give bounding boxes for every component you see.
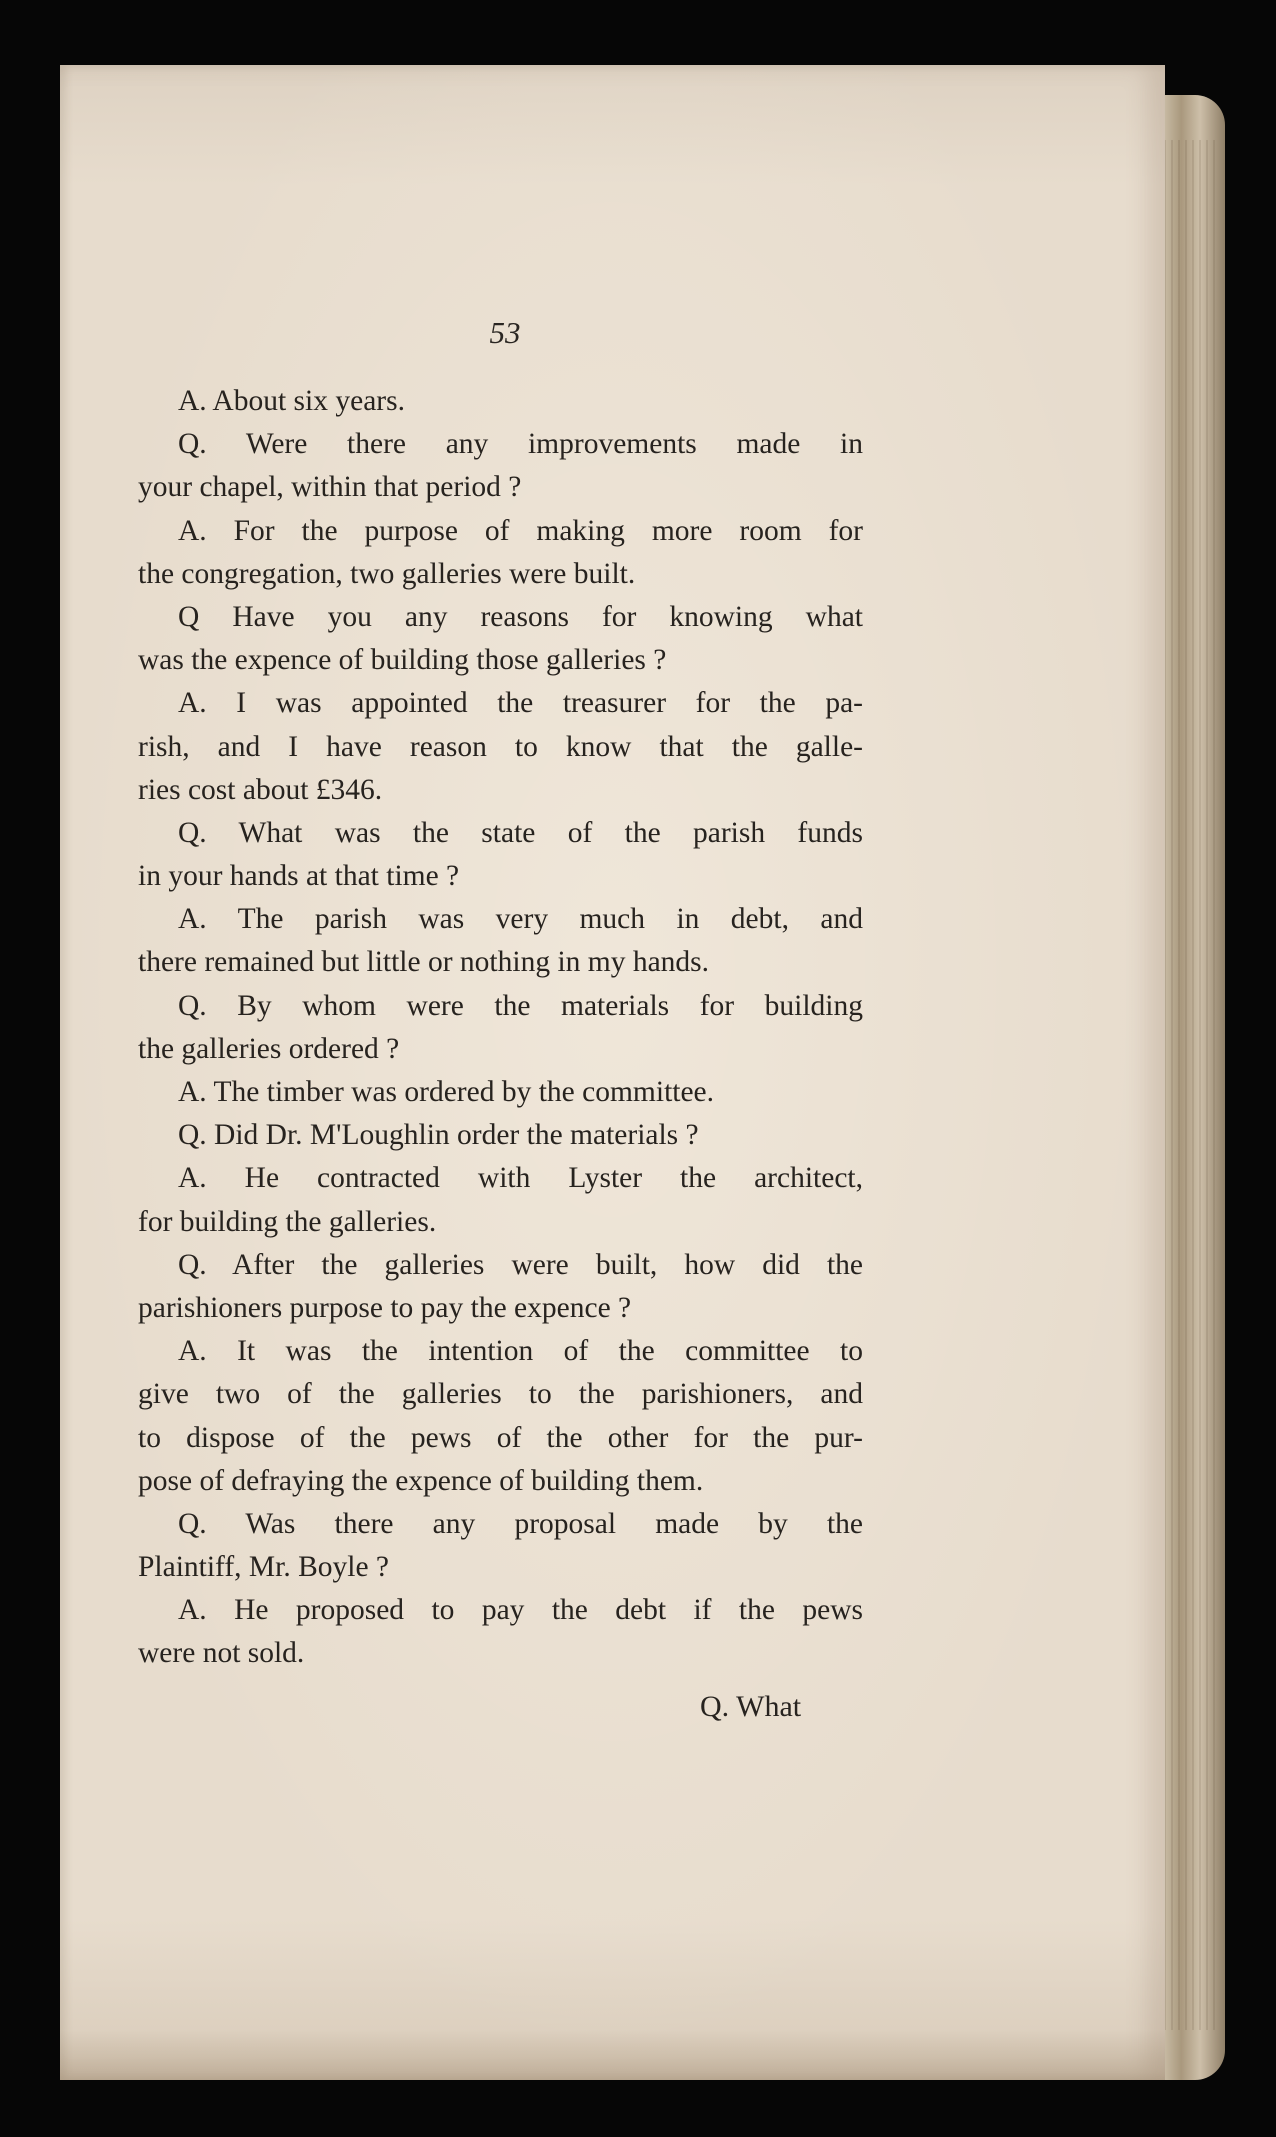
- text-line: A. About six years.: [178, 385, 405, 417]
- page-bottom-wear: [60, 2030, 1165, 2080]
- text-line: Q. By whom were the materials for building: [178, 989, 863, 1022]
- text-line: A. For the purpose of making more room for: [178, 514, 863, 547]
- body-text: [138, 380, 863, 1676]
- page-number: 53: [489, 315, 521, 350]
- text-line: the congregation, two galleries were built.: [138, 557, 636, 590]
- text-line: pose of defraying the expence of building them.: [138, 1464, 704, 1497]
- text-line: Q. Did Dr. M'Loughlin order the materials ?: [178, 1119, 699, 1152]
- text-line: rish, and I have reason to know that the galle-: [138, 730, 863, 763]
- text-line: your chapel, within that period ?: [138, 471, 522, 504]
- text-line: A. I was appointed the treasurer for the pa-: [178, 687, 863, 720]
- text-line: for building the galleries.: [138, 1205, 437, 1238]
- text-line: there remained but little or nothing in my hands.: [138, 946, 710, 979]
- text-line: the galleries ordered ?: [138, 1032, 400, 1065]
- text-line: ries cost about £346.: [138, 773, 383, 806]
- text-line: A. He proposed to pay the debt if the pews: [178, 1594, 863, 1627]
- catchword: Q. What: [700, 1690, 802, 1723]
- text-line: Q. What was the state of the parish funds: [178, 816, 863, 849]
- text-line: Q. Was there any proposal made by the: [178, 1507, 863, 1540]
- text-line: A. The timber was ordered by the committee.: [178, 1076, 715, 1108]
- text-line: A. The parish was very much in debt, and: [178, 903, 863, 936]
- text-line: Q Have you any reasons for knowing what: [178, 600, 863, 633]
- text-line: Plaintiff, Mr. Boyle ?: [138, 1551, 390, 1584]
- text-line: give two of the galleries to the parishioners, and: [138, 1378, 863, 1411]
- text-line: were not sold.: [138, 1637, 305, 1670]
- text-line: A. It was the intention of the committee to: [178, 1335, 863, 1368]
- text-line: parishioners purpose to pay the expence ?: [138, 1291, 632, 1324]
- text-line: Q. After the galleries were built, how did the: [178, 1248, 863, 1281]
- text-line: Q. Were there any improvements made in: [178, 428, 863, 461]
- text-line: in your hands at that time ?: [138, 860, 460, 893]
- text-line: to dispose of the pews of the other for the pur-: [138, 1421, 863, 1454]
- text-line: A. He contracted with Lyster the architect,: [178, 1162, 863, 1195]
- text-line: was the expence of building those galleries ?: [138, 644, 667, 677]
